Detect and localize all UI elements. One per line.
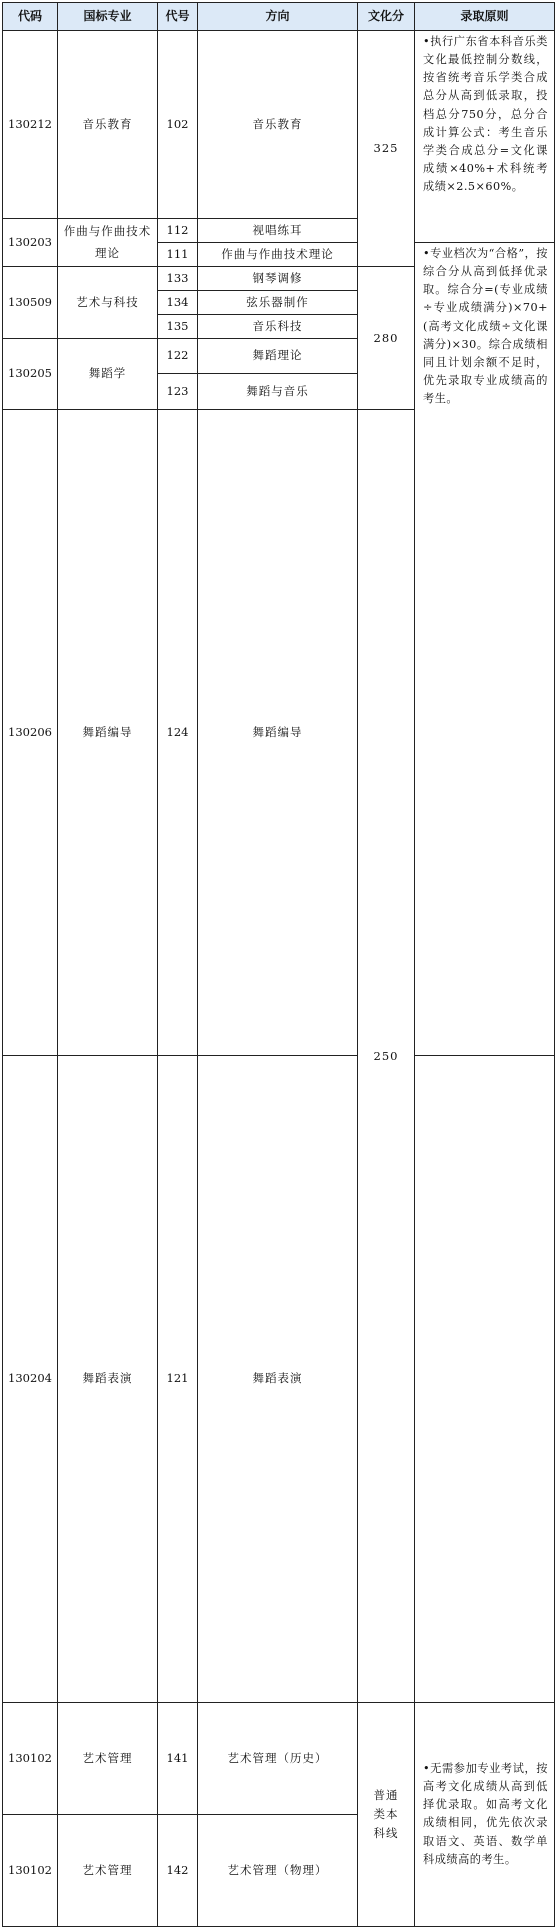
direction-cell: 舞蹈与音乐 bbox=[198, 374, 358, 410]
major-cell: 舞蹈学 bbox=[58, 339, 158, 410]
direction-cell: 舞蹈编导 bbox=[198, 410, 358, 1056]
sub-code-cell: 112 bbox=[158, 219, 198, 243]
direction-cell: 艺术管理（物理） bbox=[198, 1814, 358, 1926]
code-cell: 130212 bbox=[3, 31, 58, 219]
sub-code-cell: 111 bbox=[158, 243, 198, 267]
header-code: 代码 bbox=[3, 3, 58, 31]
admission-table bbox=[2, 2, 555, 1927]
sub-code-cell: 134 bbox=[158, 291, 198, 315]
sub-code-cell: 141 bbox=[158, 1702, 198, 1814]
sub-code-cell: 133 bbox=[158, 267, 198, 291]
direction-cell: 艺术管理（历史） bbox=[198, 1702, 358, 1814]
header-row bbox=[3, 3, 555, 31]
code-cell: 130204 bbox=[3, 1056, 58, 1703]
major-cell: 作曲与作曲技术理论 bbox=[58, 219, 158, 267]
major-cell: 艺术管理 bbox=[58, 1814, 158, 1926]
table-row bbox=[3, 1702, 555, 1814]
direction-cell: 视唱练耳 bbox=[198, 219, 358, 243]
header-direction: 方向 bbox=[198, 3, 358, 31]
score-cell: 250 bbox=[358, 410, 415, 1703]
direction-cell: 作曲与作曲技术理论 bbox=[198, 243, 358, 267]
score-cell bbox=[358, 1702, 415, 1926]
major-cell: 舞蹈表演 bbox=[58, 1056, 158, 1703]
major-cell: 音乐教育 bbox=[58, 31, 158, 219]
major-cell: 艺术管理 bbox=[58, 1702, 158, 1814]
sub-code-cell: 124 bbox=[158, 410, 198, 1056]
sub-code-cell: 121 bbox=[158, 1056, 198, 1703]
code-cell: 130203 bbox=[3, 219, 58, 267]
sub-code-cell: 135 bbox=[158, 315, 198, 339]
rule-cell bbox=[415, 1702, 555, 1926]
direction-cell: 音乐教育 bbox=[198, 31, 358, 219]
code-cell: 130205 bbox=[3, 339, 58, 410]
code-cell: 130102 bbox=[3, 1814, 58, 1926]
header-admission-rule: 录取原则 bbox=[415, 3, 555, 31]
header-culture-score: 文化分 bbox=[358, 3, 415, 31]
direction-cell: 音乐科技 bbox=[198, 315, 358, 339]
sub-code-cell: 142 bbox=[158, 1814, 198, 1926]
table-row bbox=[3, 1056, 555, 1703]
header-sub-code: 代号 bbox=[158, 3, 198, 31]
rule-cell: •专业档次为“合格”，按综合分从高到低择优录取。综合分=(专业成绩÷专业成绩满分)×70+(高考文化成绩÷文化课满分)×30。综合成绩相同且计划余额不足时，优先录取专业成绩高的考生。 bbox=[415, 243, 555, 1056]
sub-code-cell: 123 bbox=[158, 374, 198, 410]
direction-cell: 钢琴调修 bbox=[198, 267, 358, 291]
rule-text: •无需参加专业考试，按高考文化成绩从高到低择优录取。如高考文化成绩相同，优先依次录取语文、英语、数学单科成绩高的考生。 bbox=[423, 1762, 548, 1866]
table-row bbox=[3, 31, 555, 219]
direction-cell: 弦乐器制作 bbox=[198, 291, 358, 315]
code-cell: 130206 bbox=[3, 410, 58, 1056]
header-major: 国标专业 bbox=[58, 3, 158, 31]
rule-cell: •执行广东省本科音乐类文化最低控制分数线，按省统考音乐学类合成总分从高到低录取，投档总分750分，总分合成计算公式：考生音乐学类合成总分=文化课成绩×40%+术科统考成绩×2.5×60%。 bbox=[415, 31, 555, 243]
major-cell: 舞蹈编导 bbox=[58, 410, 158, 1056]
score-cell: 325 bbox=[358, 31, 415, 267]
code-cell: 130509 bbox=[3, 267, 58, 339]
sub-code-cell: 102 bbox=[158, 31, 198, 219]
score-cell: 280 bbox=[358, 267, 415, 410]
direction-cell: 舞蹈表演 bbox=[198, 1056, 358, 1703]
sub-code-cell: 122 bbox=[158, 339, 198, 374]
major-cell: 艺术与科技 bbox=[58, 267, 158, 339]
score-text: 普通类本科线 bbox=[373, 1788, 399, 1840]
direction-cell: 舞蹈理论 bbox=[198, 339, 358, 374]
code-cell: 130102 bbox=[3, 1702, 58, 1814]
